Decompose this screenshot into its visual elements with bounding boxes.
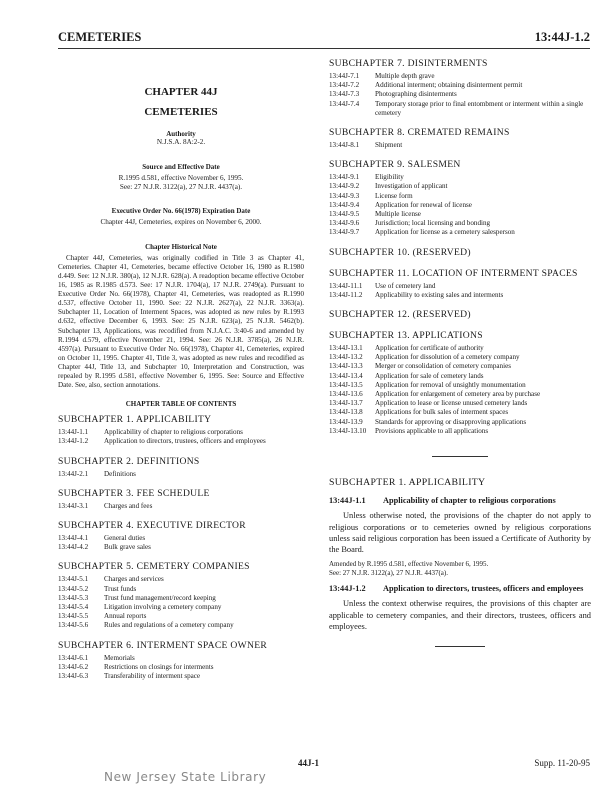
toc-entry — [329, 100, 591, 118]
authority-heading: Authority — [166, 130, 196, 138]
chapter-label: CHAPTER 44J — [144, 86, 218, 98]
toc-subchapter-heading: SUBCHAPTER 3. FEE SCHEDULE — [58, 487, 210, 499]
toc-subchapter-heading: SUBCHAPTER 5. CEMETERY COMPANIES — [58, 561, 250, 573]
toc-subchapter-heading: SUBCHAPTER 7. DISINTERMENTS — [329, 58, 488, 69]
toc-subchapter-heading: SUBCHAPTER 9. SALESMEN — [329, 159, 461, 171]
section-number: 13:44J-1.2 — [329, 583, 366, 593]
toc-subchapter-heading: SUBCHAPTER 8. CREMATED REMAINS — [329, 127, 510, 139]
toc-subchapter-heading: SUBCHAPTER 2. DEFINITIONS — [58, 455, 200, 467]
toc-entry-number: 13:44J-9.1 — [329, 173, 360, 182]
toc-entry-list — [329, 282, 591, 300]
running-head — [58, 30, 590, 45]
toc-entry-number: 13:44J-5.2 — [58, 584, 89, 593]
toc-entry-title: Applicability of chapter to religious corporations — [104, 428, 243, 437]
left-column — [58, 58, 304, 681]
toc-entry-number: 13:44J-9.2 — [329, 182, 360, 191]
toc-entry-number: 13:44J-13.6 — [329, 390, 363, 399]
section-title: Applicability of chapter to religious corporations — [383, 496, 556, 506]
toc-subchapter-heading: SUBCHAPTER 12. (RESERVED) — [329, 309, 471, 321]
toc-entry-number: 13:44J-6.3 — [58, 672, 89, 681]
toc-entry-title: Provisions applicable to all applications — [375, 426, 489, 435]
running-head-section: 13:44J-1.2 — [534, 30, 590, 44]
toc-entry-title: Use of cemetery land — [375, 281, 436, 290]
toc-entry-list — [58, 470, 304, 479]
authority-text: N.J.S.A. 8A:2-2. — [156, 138, 206, 146]
toc-entry — [329, 282, 591, 291]
toc-entry — [329, 90, 591, 99]
toc-entry-number: 13:44J-11.1 — [329, 281, 363, 290]
section-number: 13:44J-1.1 — [329, 496, 366, 506]
toc-entry-number: 13:44J-5.5 — [58, 612, 89, 621]
toc-entry-title: Charges and fees — [104, 501, 153, 510]
toc-subchapter-heading: SUBCHAPTER 1. APPLICABILITY — [58, 414, 212, 426]
toc-entry-title: Trust fund management/record keeping — [104, 593, 216, 602]
toc-entry-list — [329, 72, 591, 118]
toc-subchapter-heading: SUBCHAPTER 13. APPLICATIONS — [329, 330, 483, 342]
toc-right — [329, 58, 591, 436]
toc-entry-number: 13:44J-13.8 — [329, 408, 363, 417]
section-title: Application to directors, trustees, officers and employees — [383, 583, 584, 593]
toc-entry — [58, 575, 304, 584]
toc-entry-title: Additional interment; obtaining disinterment permit — [375, 81, 523, 90]
toc-entry — [58, 621, 304, 630]
toc-entry — [329, 219, 591, 228]
toc-entry-title: Litigation involving a cemetery company — [104, 603, 222, 612]
toc-entry-number: 13:44J-13.7 — [329, 399, 363, 408]
toc-entry-title: Application for dissolution of a cemetery company — [375, 353, 520, 362]
toc-entry-number: 13:44J-7.1 — [329, 72, 360, 80]
toc-entry-number: 13:44J-9.6 — [329, 219, 360, 228]
toc-entry — [329, 192, 591, 201]
exec-order-heading: Executive Order No. 66(1978) Expiration Date — [111, 206, 251, 215]
section-heading — [329, 496, 591, 506]
toc-entry-number: 13:44J-2.1 — [58, 469, 89, 478]
toc-entry-number: 13:44J-5.6 — [58, 621, 89, 630]
toc-entry — [329, 201, 591, 210]
toc-entry-number: 13:44J-9.4 — [329, 200, 360, 209]
toc-entry — [329, 210, 591, 219]
toc-entry-title: Transferability of interment space — [104, 672, 201, 681]
toc-entry-number: 13:44J-13.10 — [329, 426, 367, 435]
toc-entry-list — [58, 575, 304, 630]
toc-entry — [329, 228, 591, 237]
supplement-date: Supp. 11-20-95 — [534, 758, 590, 768]
end-rule — [435, 646, 485, 647]
toc-entry-title: Investigation of applicant — [375, 182, 448, 191]
toc-entry — [58, 654, 304, 663]
chapter-title: CEMETERIES — [144, 106, 218, 118]
toc-entry — [58, 543, 304, 552]
toc-entry — [58, 603, 304, 612]
toc-entry-number: 13:44J-8.1 — [329, 141, 360, 150]
toc-entry-title: Multiple license — [375, 210, 421, 219]
toc-entry — [329, 141, 591, 150]
toc-subchapter-heading: SUBCHAPTER 4. EXECUTIVE DIRECTOR — [58, 520, 246, 532]
toc-subchapter-heading: SUBCHAPTER 6. INTERMENT SPACE OWNER — [58, 639, 268, 651]
section-heading — [329, 584, 591, 594]
source-heading: Source and Effective Date — [142, 163, 220, 172]
toc-entry-title: Trust funds — [104, 584, 137, 593]
toc-entry — [329, 418, 591, 427]
toc-entry-title: Applicability to existing sales and interments — [375, 290, 504, 299]
toc-entry-title: Application for enlargement of cemetery area by purchase — [375, 390, 541, 399]
toc-entry — [58, 502, 304, 511]
toc-entry-title: Application for removal of unsightly monumentation — [375, 380, 526, 389]
toc-entry-number: 13:44J-7.2 — [329, 81, 360, 90]
toc-entry — [58, 672, 304, 681]
source-line: See: 27 N.J.R. 3122(a), 27 N.J.R. 4437(a). — [119, 183, 243, 192]
amendment-note — [329, 560, 591, 578]
toc-entry — [58, 594, 304, 603]
toc-entry-title: Applications for bulk sales of interment spaces — [375, 408, 509, 417]
toc-entry-number: 13:44J-13.1 — [329, 344, 363, 353]
toc-entry-number: 13:44J-1.2 — [58, 437, 89, 446]
toc-entry-number: 13:44J-9.7 — [329, 228, 360, 237]
toc-entry-list — [329, 173, 591, 237]
toc-entry-title: Charges and services — [104, 575, 164, 584]
toc-entry-title: Standards for approving or disapproving applications — [375, 417, 527, 426]
toc-entry-title: Shipment — [375, 141, 403, 150]
toc-entry — [329, 81, 591, 90]
toc-entry-number: 13:44J-13.4 — [329, 371, 363, 380]
toc-entry-title: Application for sale of cemetery lands — [375, 371, 484, 380]
toc-heading: CHAPTER TABLE OF CONTENTS — [125, 400, 237, 409]
toc-entry-number: 13:44J-5.3 — [58, 593, 89, 602]
toc-entry — [58, 470, 304, 479]
toc-entry-number: 13:44J-13.9 — [329, 417, 363, 426]
toc-entry — [329, 173, 591, 182]
toc-entry-title: License form — [375, 191, 413, 200]
right-column — [329, 58, 591, 647]
toc-entry-title: Application to directors, trustees, officers and employees — [104, 437, 266, 446]
toc-entry-title: Memorials — [104, 653, 135, 662]
toc-entry — [329, 399, 591, 408]
toc-entry-title: Bulk grave sales — [104, 543, 151, 552]
library-stamp: New Jersey State Library — [104, 770, 267, 784]
toc-entry — [329, 408, 591, 417]
toc-entry-number: 13:44J-7.4 — [329, 99, 360, 108]
toc-entry-number: 13:44J-7.3 — [329, 90, 360, 99]
toc-entry-title: General duties — [104, 534, 146, 543]
toc-entry-number: 13:44J-5.1 — [58, 575, 89, 584]
toc-entry — [329, 344, 591, 353]
subchapter-heading: SUBCHAPTER 1. APPLICABILITY — [329, 477, 486, 489]
toc-entry — [58, 585, 304, 594]
toc-entry-number: 13:44J-11.2 — [329, 290, 363, 299]
toc-entry — [329, 390, 591, 399]
toc-entry-number: 13:44J-13.2 — [329, 353, 363, 362]
toc-end-rule — [432, 456, 488, 457]
toc-entry-number: 13:44J-4.2 — [58, 543, 89, 552]
toc-entry — [58, 428, 304, 437]
page-number: 44J-1 — [298, 758, 319, 768]
toc-entry-number: 13:44J-13.3 — [329, 362, 363, 371]
toc-subchapter-heading: SUBCHAPTER 11. LOCATION OF INTERMENT SPACES — [329, 267, 578, 279]
amendment-line: Amended by R.1995 d.581, effective November 6, 1995. — [329, 560, 489, 569]
toc-entry — [58, 437, 304, 446]
toc-entry-list — [58, 502, 304, 511]
toc-entry — [329, 353, 591, 362]
toc-entry-number: 13:44J-6.2 — [58, 662, 89, 671]
toc-entry-list — [58, 428, 304, 446]
exec-order-text: Chapter 44J, Cemeteries, expires on November 6, 2000. — [100, 217, 262, 226]
toc-entry-title: Application for renewal of license — [375, 200, 472, 209]
toc-entry — [329, 291, 591, 300]
toc-entry — [58, 534, 304, 543]
toc-entry — [329, 182, 591, 191]
toc-subchapter-heading: SUBCHAPTER 10. (RESERVED) — [329, 246, 471, 258]
toc-entry-title: Merger or consolidation of cemetery companies — [375, 362, 511, 371]
toc-entry — [329, 362, 591, 371]
toc-entry — [58, 663, 304, 672]
toc-entry-list — [329, 344, 591, 436]
toc-entry-title: Photographing disinterments — [375, 90, 457, 99]
toc-entry-title: Annual reports — [104, 612, 147, 621]
toc-entry-title: Multiple depth grave — [375, 72, 435, 80]
amendment-line: See: 27 N.J.R. 3122(a), 27 N.J.R. 4437(a). — [329, 569, 448, 578]
toc-entry-list — [329, 141, 591, 150]
history-heading: Chapter Historical Note — [145, 242, 217, 251]
toc-entry-number: 13:44J-1.1 — [58, 428, 89, 437]
toc-entry-number: 13:44J-13.5 — [329, 380, 363, 389]
toc-entry — [329, 72, 591, 81]
header-rule — [58, 48, 590, 49]
toc-entry-list — [58, 534, 304, 552]
toc-entry — [329, 372, 591, 381]
toc-entry-title: Application for certificate of authority — [375, 344, 484, 353]
toc-entry-list — [58, 654, 304, 682]
toc-entry-title: Rules and regulations of a cemetery company — [104, 621, 234, 630]
toc-entry-title: Eligibility — [375, 173, 404, 182]
toc-entry — [329, 381, 591, 390]
toc-entry-number: 13:44J-5.4 — [58, 603, 89, 612]
toc-entry-number: 13:44J-9.3 — [329, 191, 360, 200]
toc-entry-title: Application for license as a cemetery salesperson — [375, 228, 515, 237]
toc-entry-number: 13:44J-3.1 — [58, 501, 89, 510]
toc-entry-title: Jurisdiction; local licensing and bonding — [375, 219, 491, 228]
section-text: Unless the context otherwise requires, the provisions of this chapter are applicable to cemetery companies, and their directors, trustees, officers and employees. — [329, 599, 591, 631]
toc-entry-title: Definitions — [104, 469, 136, 478]
source-line: R.1995 d.581, effective November 6, 1995. — [118, 174, 244, 183]
section-text: Unless otherwise noted, the provisions of the chapter do not apply to religious corporations or to cemeteries owned by religious corporations unless said religious corporation has been issued a Certificate of Authority by the Board. — [329, 511, 591, 555]
toc-entry — [329, 427, 591, 436]
toc-entry-title: Restrictions on closings for interments — [104, 662, 214, 671]
toc-left — [58, 414, 304, 681]
history-text: Chapter 44J, Cemeteries, was originally codified in Title 3 as Chapter 41, Cemeteries. Chapter 41, Cemeteries, became effective October 16, 1980 as R.1980 d.449. See: 12 N.J.R. 380(a), 12 N.J.R. 628(a). A readoption became effective October 16, 1985 as R.1985 d.573. See: 17 N.J.R. 1704(a), 17 N.J.R. 2749(a). Pursuant to Executive Order No. 66(1978), Chapter 41, Cemeteries, was readopted as R.1990 d.537, effective October 11, 1990. See: 22 N.J.R. 2627(a), 22 N.J.R. 3363(a). Subchapter 11, Location of Interment Spaces, was adopted as new rules by R.1993 d.632, effective December 6, 1993. See: 25 N.J.R. 623(a), 25 N.J.R. 5462(b). Subchapter 13, Applications, was recodified from N.J.A.C. 3:40-6 and amended by R.1994 d.579, effective November 21, 1994. See: 26 N.J.R. 3785(a), 26 N.J.R. 4597(a). Pursuant to Executive Order No. 66(1978), Chapter 41, Cemeteries, expired on October 11, 1995. Chapter 41, Title 3, was adopted as new rules and recodified as Chapter 44J, Title 13, and Subchapter 10, Interpretation and Construction, was repealed by R.1995 d.581, effective November 6, 1995. See: Source and Effective Date. See, also, section annotations. — [58, 253, 304, 390]
toc-entry-number: 13:44J-6.1 — [58, 653, 89, 662]
toc-entry-number: 13:44J-4.1 — [58, 534, 89, 543]
toc-entry-title: Temporary storage prior to final entombment or interment within a single cemetery — [375, 99, 584, 117]
running-head-title: CEMETERIES — [58, 30, 142, 44]
toc-entry-number: 13:44J-9.5 — [329, 210, 360, 219]
toc-entry — [58, 612, 304, 621]
toc-entry-title: Application to lease or license unused cemetery lands — [375, 399, 528, 408]
